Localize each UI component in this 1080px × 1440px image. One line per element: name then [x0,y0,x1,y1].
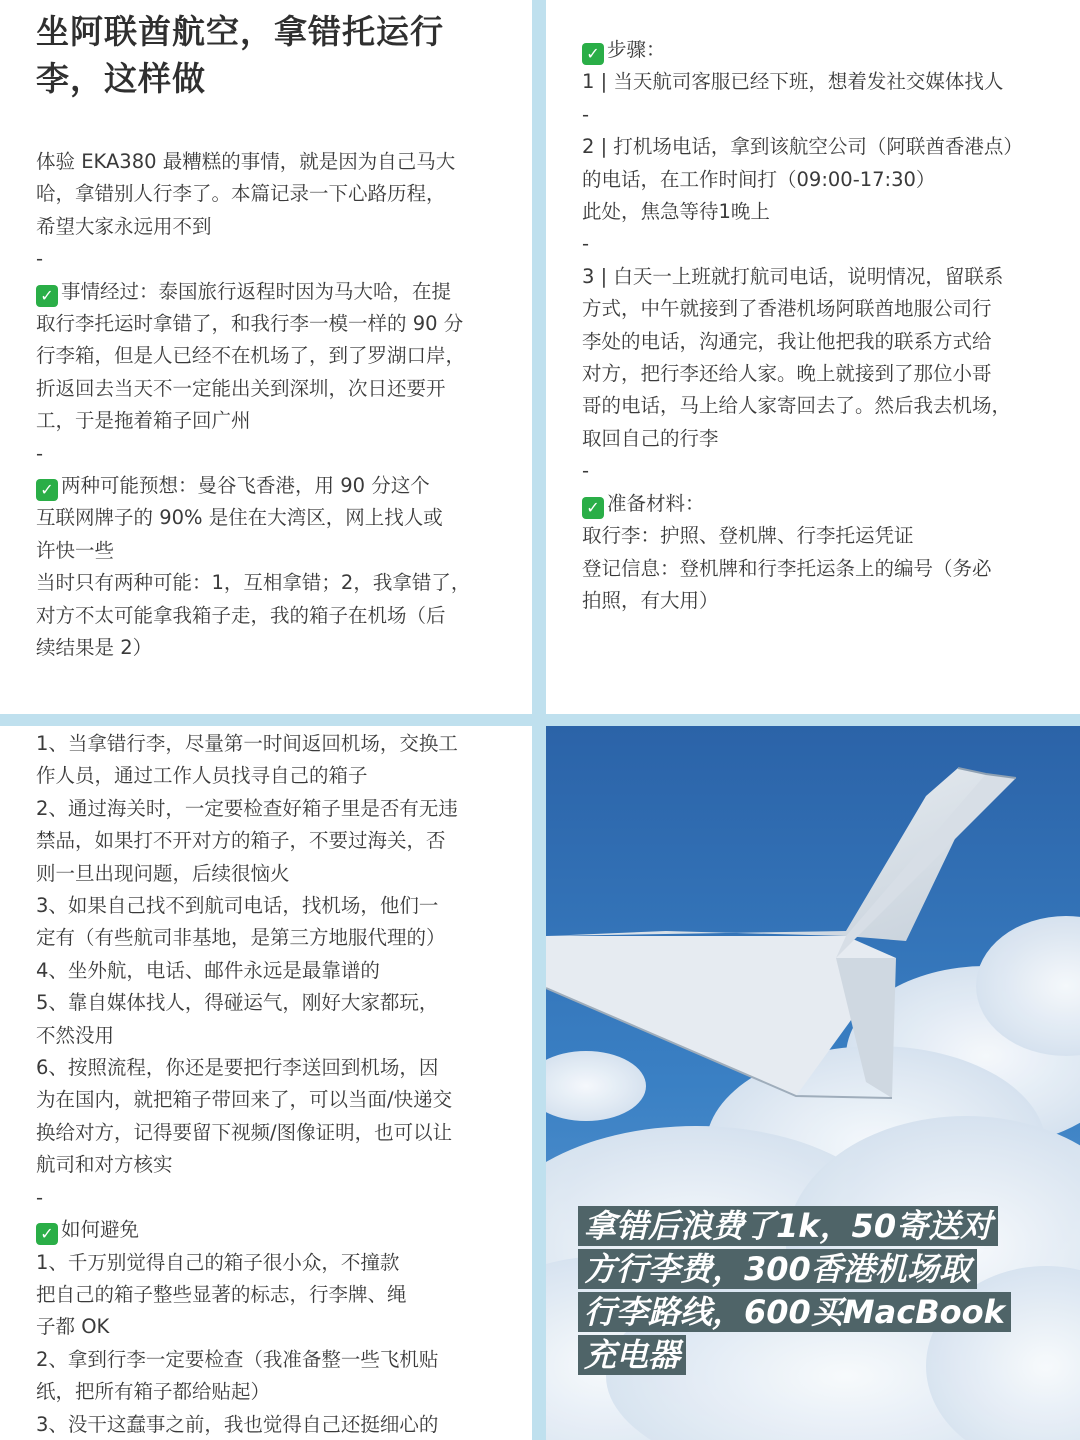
text-line [582,455,1050,487]
text-line [36,760,506,792]
text-line [36,728,506,760]
tips-panel [0,726,532,1440]
text-line [36,825,506,857]
text-line [36,178,498,210]
text-line [582,196,1050,228]
text-line [582,585,1050,617]
photo-caption [578,1206,1058,1378]
line-text: 纸，把所有箱子都给贴起） [36,1380,271,1404]
text-line [36,438,498,470]
line-text: 禁品，如果打不开对方的箱子，不要过海关，否 [36,829,446,853]
line-text: 两种可能预想：曼谷飞香港，用 90 分这个 [61,474,430,498]
line-text: 4、坐外航，电话、邮件永远是最靠谱的 [36,958,380,982]
line-text: 定有（有些航司非基地，是第三方地服代理的） [36,926,446,950]
text-line [36,276,498,308]
text-line [582,520,1050,552]
text-line [36,1214,506,1246]
caption-line-1: 拿错后浪费了1k，50寄送对 [578,1206,998,1246]
line-text: 体验 EKA380 最糟糕的事情，就是因为自己马大 [36,150,456,173]
line-text: 取行李托运时拿错了，和我行李一模一样的 90 分 [36,312,464,336]
text-line [582,131,1050,163]
line-text: 事情经过：泰国旅行返程时因为马大哈，在提 [61,279,452,303]
line-text: 1 | 当天航司客服已经下班，想着发社交媒体找人 [582,70,1004,94]
line-text: 取行李：护照、登机牌、行李托运凭证 [582,524,914,548]
text-line [36,373,498,405]
line-text: 如何避免 [61,1218,140,1242]
text-line [36,955,506,987]
line-text: - [36,1185,44,1209]
line-text: 子都 OK [36,1315,110,1339]
text-line [582,66,1050,98]
text-line [582,293,1050,325]
line-text: 折返回去当天不一定能出关到深圳，次日还要开 [36,376,446,400]
line-text: 2 | 打机场电话，拿到该航空公司（阿联酋香港点） [582,135,1023,159]
line-text: 1、千万别觉得自己的箱子很小众，不撞款 [36,1250,400,1274]
line-text: 不然没用 [36,1023,115,1047]
intro-text [36,146,498,665]
checkmark-icon: ✓ [582,497,604,519]
caption-line-3: 行李路线，600买MacBook [578,1292,1011,1332]
steps-text [582,34,1050,617]
line-text: 3、没干这蠢事之前，我也觉得自己还挺细心的 [36,1412,439,1436]
line-text: 对方不太可能拿我箱子走，我的箱子在机场（后 [36,603,446,627]
title-line-1: 坐阿联酋航空，拿错托运行 [36,12,444,51]
airplane-photo-panel [546,726,1080,1440]
text-line [36,858,506,890]
checkmark-icon: ✓ [36,1223,58,1245]
text-line [36,1279,506,1311]
line-text: 希望大家永远用不到 [36,214,212,238]
line-text: - [582,232,590,256]
line-text: 步骤： [607,38,666,61]
line-text: 的电话，在工作时间打（09:00-17:30） [582,167,936,191]
line-text: 哈，拿错别人行李了。本篇记录一下心路历程， [36,182,446,206]
line-text: 拍照，有大用） [582,588,719,612]
text-line [36,502,498,534]
text-line [582,164,1050,196]
text-line [36,1247,506,1279]
text-line [582,423,1050,455]
line-text: 互联网牌子的 90% 是住在大湾区，网上找人或 [36,506,443,530]
text-line [36,535,498,567]
line-text: 取回自己的行李 [582,426,719,450]
text-line [582,34,1050,66]
text-line [582,390,1050,422]
line-text: 准备材料： [607,491,705,515]
line-text: 此处，焦急等待1晚上 [582,200,770,224]
line-text: 登记信息：登机牌和行李托运条上的编号（务必 [582,556,992,580]
line-text: 工，于是拖着箱子回广州 [36,409,251,433]
text-line [36,922,506,954]
text-line [36,340,498,372]
steps-panel [546,0,1080,714]
title-line-2: 李，这样做 [36,59,206,98]
line-text: 2、通过海关时，一定要检查好箱子里是否有无违 [36,796,458,820]
caption-line-4: 充电器 [578,1335,686,1375]
text-line [582,553,1050,585]
line-text: - [582,459,590,483]
text-line [36,600,498,632]
text-line [36,1311,506,1343]
line-text: 李处的电话，沟通完，我让他把我的联系方式给 [582,329,992,353]
text-line [36,308,498,340]
line-text: 3、如果自己找不到航司电话，找机场，他们一 [36,894,439,918]
text-line [36,987,506,1019]
line-text: 6、按照流程，你还是要把行李送回到机场，因 [36,1056,439,1080]
text-line [36,567,498,599]
text-line [36,146,498,178]
checkmark-icon: ✓ [36,479,58,501]
text-line [36,211,498,243]
line-text: 许快一些 [36,538,115,562]
text-line [582,228,1050,260]
text-line [36,405,498,437]
line-text: 2、拿到行李一定要检查（我准备整一些飞机贴 [36,1347,439,1371]
line-text: 把自己的箱子整些显著的标志，行李牌、绳 [36,1282,407,1306]
line-text: 3 | 白天一上班就打航司电话，说明情况，留联系 [582,264,1004,288]
text-line [36,1376,506,1408]
text-line [36,1052,506,1084]
text-line [582,99,1050,131]
text-line [36,890,506,922]
text-line [582,261,1050,293]
text-line [36,1020,506,1052]
line-text: 5、靠自媒体找人，得碰运气，刚好大家都玩， [36,991,439,1015]
line-text: 航司和对方核实 [36,1153,173,1177]
line-text: 方式，中午就接到了香港机场阿联酋地服公司行 [582,297,992,321]
line-text: 当时只有两种可能：1，互相拿错；2，我拿错了， [36,571,471,595]
page-title [36,8,498,102]
line-text: 1、当拿错行李，尽量第一时间返回机场，交换工 [36,732,458,755]
text-line [36,632,498,664]
line-text: 为在国内，就把箱子带回来了，可以当面/快递交 [36,1088,453,1112]
text-line [36,1409,506,1440]
line-text: 续结果是 2） [36,636,153,660]
checkmark-icon: ✓ [36,285,58,307]
line-text: 对方，把行李还给人家。晚上就接到了那位小哥 [582,362,992,386]
text-line [36,1084,506,1116]
checkmark-icon: ✓ [582,43,604,65]
text-line [582,326,1050,358]
text-line [36,243,498,275]
text-line [36,1344,506,1376]
line-text: 则一旦出现问题，后续很恼火 [36,861,290,885]
caption-line-2: 方行李费，300香港机场取 [578,1249,977,1289]
text-line [36,1182,506,1214]
line-text: - [582,102,590,126]
text-line [36,470,498,502]
text-line [36,1117,506,1149]
line-text: 行李箱，但是人已经不在机场了，到了罗湖口岸， [36,344,466,368]
line-text: 哥的电话，马上给人家寄回去了。然后我去机场， [582,394,1012,418]
line-text: - [36,441,44,465]
line-text: - [36,247,44,271]
text-line [582,358,1050,390]
intro-panel [0,0,532,714]
line-text: 作人员，通过工作人员找寻自己的箱子 [36,764,368,788]
text-line [582,488,1050,520]
tips-text [36,728,506,1440]
text-line [36,793,506,825]
text-line [36,1149,506,1181]
line-text: 换给对方，记得要留下视频/图像证明，也可以让 [36,1120,453,1144]
